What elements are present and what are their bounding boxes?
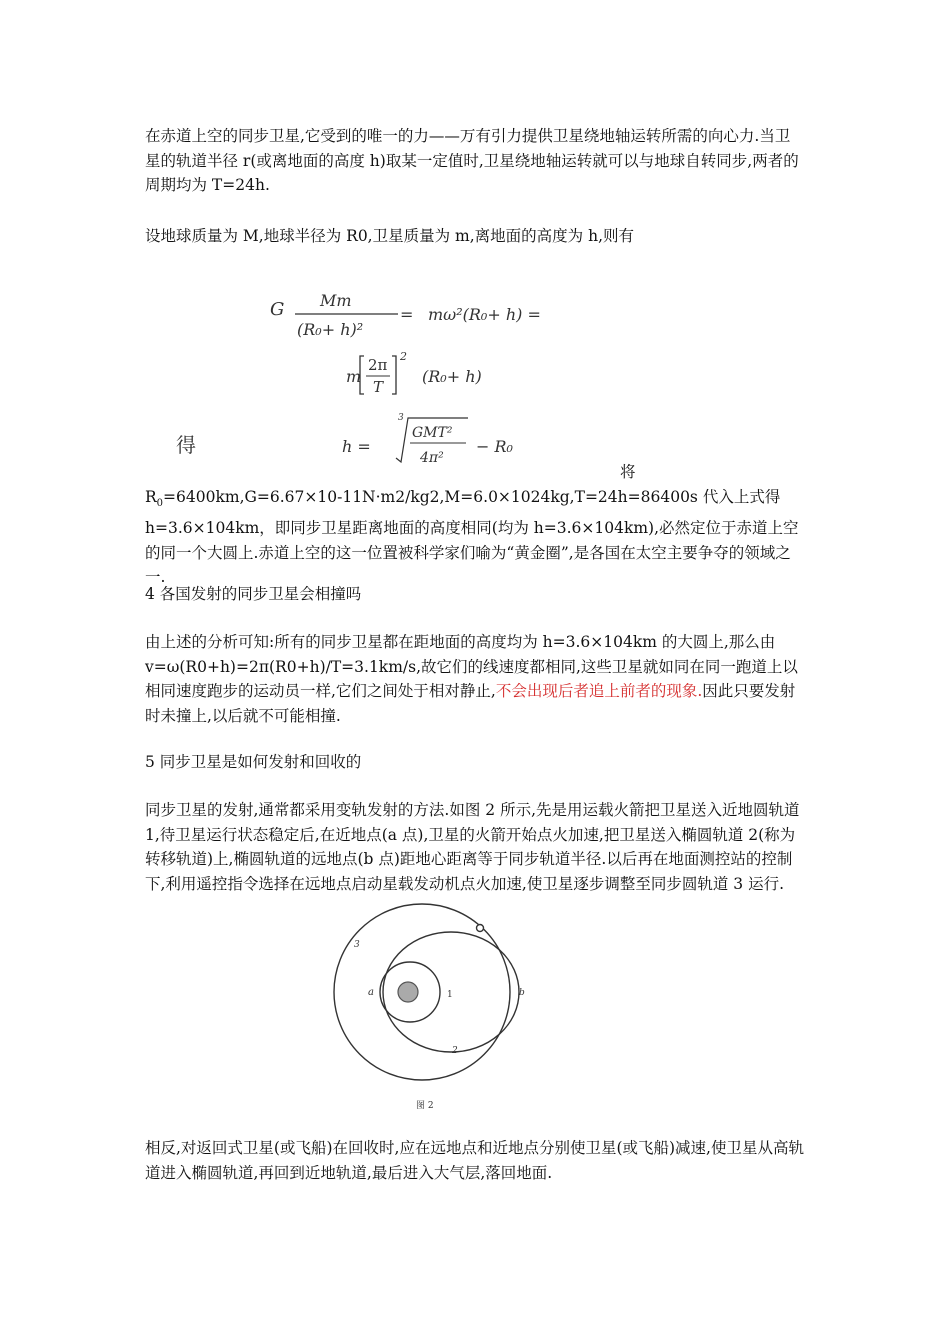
label-1: 1: [447, 990, 453, 1000]
substitution-text-a: 将 R: [145, 463, 636, 506]
paragraph-setup: 设地球质量为 M,地球半径为 R0,卫星质量为 m,离地面的高度为 h,则有: [145, 227, 635, 245]
formula-2pi: 2π: [368, 356, 388, 374]
formula-de: 得: [176, 433, 196, 457]
formula-root-denominator: 4π²: [420, 450, 444, 466]
formula-T: T: [373, 378, 384, 396]
satellite-icon: [477, 925, 484, 932]
formula-root-index: 3: [398, 413, 404, 423]
collision-text-b: 因此只要发射时未撞上,以后就不可能相撞.: [145, 682, 796, 725]
substitution-text-b: =6400km,G=6.67×10-11N·m2/kg2,M=6.0×1024kg,T=24h=86400s 代入上式得 h=3.6×104km，即同步卫星距离地面的高度相同(均为 h=3.6×104km),必然定位于赤道上空的同一个大圆上.赤道上空的这一位置被科学家们喻为“黄金圈”,是各国在太空主要争夺的领域之一.: [145, 487, 799, 587]
paragraph-substitution: [145, 460, 805, 590]
label-3: 3: [354, 940, 360, 950]
formula-square: 2: [400, 350, 407, 363]
substitution-subscript: 0: [156, 497, 164, 509]
formula-eq1: =: [400, 305, 414, 324]
label-b: b: [519, 988, 525, 998]
formula-rhs1: mω²(R₀+ h) =: [428, 305, 541, 324]
orbit-3-circle: [334, 904, 510, 1080]
figure-caption: 图 2: [416, 1101, 434, 1111]
collision-text-a: 由上述的分析可知:所有的同步卫星都在距地面的高度均为 h=3.6×104km 的大圆上,那么由 v=ω(R0+h)=2π(R0+h)/T=3.1km/s,故它们的线速度都相同,这些卫星就如同在同一跑道上以相同速度跑步的运动员一样,它们之间处于相对静止,: [145, 633, 798, 700]
formula-denominator: (R₀+ h)²: [297, 320, 364, 339]
formula-G: G: [270, 299, 285, 320]
label-2: 2: [452, 1046, 458, 1056]
heading-4: 4 各国发射的同步卫星会相撞吗: [145, 585, 362, 603]
collision-highlight: 不会出现后者追上前者的现象.: [495, 682, 703, 700]
paragraph-intro: 在赤道上空的同步卫星,它受到的唯一的力——万有引力提供卫星绕地轴运转所需的向心力.当卫星的轨道半径 r(或离地面的高度 h)取某一定值时,卫星绕地轴运转就可以与地球自转同步,两者的周期均为 T=24h.: [145, 127, 799, 194]
formula-minus-R0: − R₀: [476, 437, 513, 456]
formula-rhs2: (R₀+ h): [422, 367, 482, 386]
formula-m: m: [346, 367, 362, 386]
heading-5: 5 同步卫星是如何发射和回收的: [145, 753, 362, 771]
paragraph-collision: [145, 630, 805, 728]
formula-h: h =: [342, 437, 371, 456]
orbit-figure: [330, 895, 530, 1120]
formula-root-numerator: GMT²: [412, 425, 453, 441]
formula-numerator: Mm: [320, 291, 352, 310]
label-a: a: [368, 987, 374, 998]
paragraph-launch: 同步卫星的发射,通常都采用变轨发射的方法.如图 2 所示,先是用运载火箭把卫星送入近地圆轨道 1,待卫星运行状态稳定后,在近地点(a 点),卫星的火箭开始点火加速,把卫星送入椭圆轨道 2(称为转移轨道)上,椭圆轨道的远地点(b 点)距地心距离等于同步轨道半径.以后再在地面测控站的控制下,利用遥控指令选择在远地点启动星载发动机点火加速,使卫星逐步调整至同步圆轨道 3 运行.: [145, 801, 800, 893]
paragraph-recovery: 相反,对返回式卫星(或飞船)在回收时,应在远地点和近地点分别使卫星(或飞船)减速,使卫星从高轨道进入椭圆轨道,再回到近地轨道,最后进入大气层,落回地面.: [145, 1139, 804, 1182]
formula-image: [170, 290, 590, 475]
earth-icon: [398, 982, 418, 1002]
